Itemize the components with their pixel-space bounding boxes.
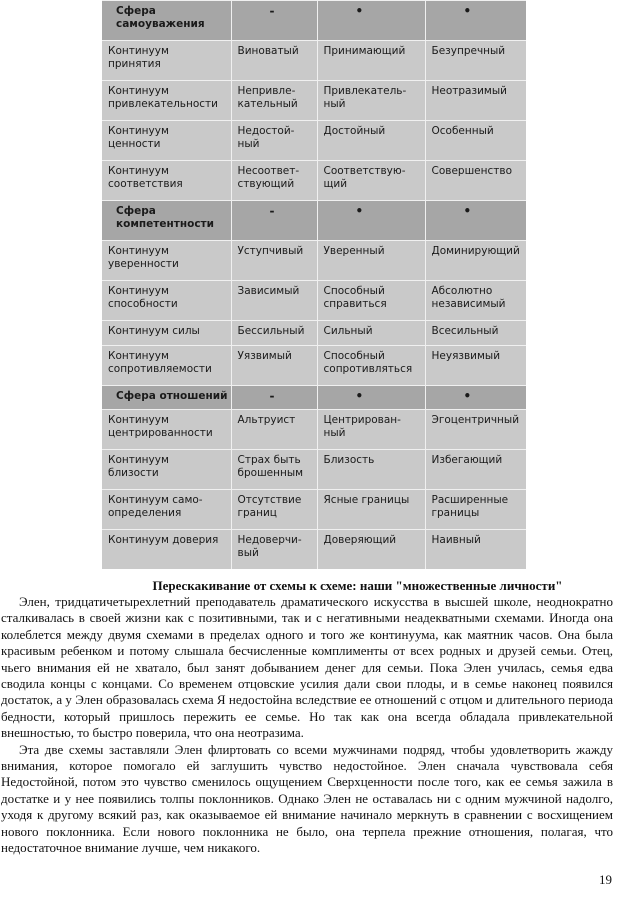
table-cell [425, 81, 526, 121]
table-cell [231, 121, 317, 161]
table-cell-line: Ясные границы [323, 493, 410, 506]
table-cell [317, 81, 425, 121]
table-cell-line: Виноватый [237, 45, 299, 58]
paragraph-2: Эта две схемы заставляли Элен флиртовать со всеми мужчинами подряд, чтобы удовлетворить жажду внимания, которое помогало ей заглушить чувство недостойное. Элен сначала чувствовала себя Недостойной, потом это чувство сменилось ощущением Сверхценности после того, как ее семья зажила в достатке и у нее появились толпы поклонников. Однако Элен не оставалась ни с одним мужчиной надолго, уходя к другому всякий раз, как оказываемое ей внимание начинало меркнуть в сравнении с восхищением нового поклонника. Если нового поклонника не было, она терпела прежние отношения, полагая, что недостаточное внимание лучше, чем никакого. [1, 741, 613, 856]
continuum-table-scan [102, 0, 526, 569]
table-cell-line: Уверенный [323, 245, 385, 258]
table-cell-line: независимый [431, 298, 506, 311]
continuum-label-line: соответствия [108, 178, 183, 191]
table-cell-line: Доминирующий [431, 245, 520, 258]
paragraph-1: Элен, тридцатичетырехлетний преподаватель драматического искусства в высшей школе, неоднократно сталкивалась в своей жизни как с позитивными, так и с негативными неадекватными схемами. Иногда она колеблется между двумя схемами в пределах одного и того же континуума, как маятник часов. Она была красивым ребенком и потому слышала бесчисленные комплименты от всех родных и друзей семьи. Отец, чьего внимания ей не хватало, был занят добыванием денег для семьи. Пока Элен училась, семья едва сводила концы с концами. Со временем отцовские усилия дали свои плоды, и в семье наконец появился достаток, а у Элен образовалась схема Я недостойна вследствие ее отношений с отцом и длительного периода бедности, который пришлось пережить ее семье. Но так как она всегда обладала привлекательной внешностью, то быстро поверила, что она неотразима. [1, 594, 613, 741]
table-cell [317, 321, 425, 345]
table-cell-line: Альтруист [237, 413, 296, 426]
table-cell [317, 409, 425, 449]
column-marker: • [317, 1, 425, 41]
table-cell-line: вый [237, 546, 259, 559]
section-title-line: самоуважения [116, 18, 205, 30]
continuum-label-line: Континуум доверия [108, 533, 219, 546]
table-cell-line: Совершенство [431, 165, 513, 178]
section-title-line: Сфера отношений [116, 389, 228, 402]
table-cell-line: Особенный [431, 125, 494, 138]
section-title-line: Сфера [116, 205, 156, 218]
table-row [102, 489, 526, 529]
table-cell-line: Соответствую- [323, 165, 406, 178]
table-cell-line: Близость [323, 453, 375, 466]
table-cell-line: Доверяющий [323, 533, 397, 546]
table-cell-line: Несоответ- [237, 165, 300, 178]
continuum-label-line: Континуум [108, 245, 169, 258]
table-cell [317, 489, 425, 529]
table-cell [231, 449, 317, 489]
column-marker: • [425, 1, 526, 41]
body-text [1, 594, 613, 857]
table-row [102, 161, 526, 201]
section-title [102, 1, 231, 41]
column-marker: - [231, 1, 317, 41]
table-cell-line: Зависимый [237, 285, 300, 298]
table-cell-line: ный [237, 138, 260, 151]
table-row [102, 321, 526, 345]
table-cell [317, 529, 425, 569]
continuum-label [102, 121, 231, 161]
table-cell-line: Страх быть [237, 453, 301, 466]
section-title [102, 385, 231, 409]
table-cell-line: Бессильный [237, 325, 305, 338]
column-marker: - [231, 385, 317, 409]
column-marker: - [231, 201, 317, 241]
continuum-label-line: способности [108, 298, 178, 311]
table-cell [425, 345, 526, 385]
column-marker: • [425, 201, 526, 241]
table-cell-line: Уязвимый [237, 349, 292, 362]
continuum-label [102, 409, 231, 449]
column-marker: • [317, 201, 425, 241]
table-cell-line: Принимающий [323, 45, 406, 58]
table-cell-line: Непривле- [237, 85, 296, 98]
table-cell [425, 241, 526, 281]
table-cell-line: Неуязвимый [431, 349, 501, 362]
table-cell [317, 161, 425, 201]
table-cell-line: Отсутствие [237, 493, 302, 506]
table-cell-line: Расширенные [431, 493, 509, 506]
section-heading [0, 578, 620, 594]
table-cell-line: справиться [323, 298, 387, 311]
continuum-label-line: Континуум само- [108, 493, 203, 506]
section-title-line: Сфера [116, 5, 156, 17]
table-cell [231, 241, 317, 281]
table-body [102, 1, 526, 570]
continuum-label [102, 41, 231, 81]
table-cell-line: кательный [237, 98, 298, 111]
continuum-label [102, 161, 231, 201]
table-cell-line: Привлекатель- [323, 85, 407, 98]
table-cell [231, 281, 317, 321]
continuum-table [102, 0, 526, 569]
table-row [102, 529, 526, 569]
table-cell-line: Способный [323, 349, 385, 362]
continuum-label [102, 241, 231, 281]
page-number: 19 [599, 872, 612, 887]
table-row [102, 449, 526, 489]
table-cell-line: щий [323, 178, 348, 191]
table-cell-line: Недостой- [237, 125, 295, 138]
continuum-label-line: принятия [108, 58, 161, 71]
continuum-label [102, 489, 231, 529]
table-cell-line: Достойный [323, 125, 386, 138]
continuum-label [102, 345, 231, 385]
table-cell-line: Эгоцентричный [431, 413, 520, 426]
section-heading-text: Перескакивание от схемы к схеме: наши "множественные личности" [152, 578, 563, 593]
continuum-label-line: определения [108, 506, 182, 519]
continuum-label-line: Континуум силы [108, 325, 200, 338]
continuum-label [102, 81, 231, 121]
table-cell [425, 281, 526, 321]
continuum-label-line: Континуум [108, 285, 169, 298]
continuum-label [102, 449, 231, 489]
continuum-label [102, 321, 231, 345]
continuum-label-line: Континуум [108, 413, 169, 426]
continuum-label-line: Континуум [108, 453, 169, 466]
section-header-row [102, 201, 526, 241]
table-cell [231, 41, 317, 81]
table-cell [231, 161, 317, 201]
table-cell [425, 489, 526, 529]
table-cell [231, 409, 317, 449]
continuum-label [102, 529, 231, 569]
section-title [102, 201, 231, 241]
continuum-label-line: привлекательности [108, 98, 218, 111]
continuum-label-line: Континуум [108, 45, 169, 58]
table-cell-line: ный [323, 426, 346, 439]
table-cell [317, 281, 425, 321]
table-cell-line: Абсолютно [431, 285, 493, 298]
continuum-label-line: Континуум [108, 125, 169, 138]
table-cell [425, 449, 526, 489]
table-cell [425, 529, 526, 569]
section-header-row [102, 385, 526, 409]
table-cell [231, 529, 317, 569]
table-cell [425, 161, 526, 201]
continuum-label-line: близости [108, 466, 159, 479]
table-cell-line: Недоверчи- [237, 533, 302, 546]
table-cell [317, 241, 425, 281]
section-header-row [102, 1, 526, 41]
continuum-label-line: сопротивляемости [108, 362, 212, 375]
table-cell [231, 489, 317, 529]
table-cell-line: Способный [323, 285, 385, 298]
table-cell-line: Наивный [431, 533, 481, 546]
table-row [102, 121, 526, 161]
table-cell [425, 409, 526, 449]
column-marker: • [425, 385, 526, 409]
continuum-label-line: уверенности [108, 258, 179, 271]
table-row [102, 81, 526, 121]
table-cell-line: Центрирован- [323, 413, 401, 426]
table-cell [425, 41, 526, 81]
table-cell-line: Избегающий [431, 453, 503, 466]
continuum-label-line: Континуум [108, 85, 169, 98]
table-cell [317, 449, 425, 489]
table-cell-line: Уступчивый [237, 245, 304, 258]
table-cell-line: брошенным [237, 466, 304, 479]
table-cell-line: границ [237, 506, 277, 519]
continuum-label-line: ценности [108, 138, 161, 151]
continuum-label [102, 281, 231, 321]
table-cell-line: Неотразимый [431, 85, 507, 98]
table-cell [317, 41, 425, 81]
table-row [102, 409, 526, 449]
table-cell [317, 345, 425, 385]
column-marker: • [317, 385, 425, 409]
table-cell [317, 121, 425, 161]
table-cell-line: Безупречный [431, 45, 506, 58]
table-row [102, 281, 526, 321]
table-cell [231, 345, 317, 385]
continuum-label-line: Континуум [108, 349, 169, 362]
table-cell-line: ствующий [237, 178, 295, 191]
table-row [102, 345, 526, 385]
table-cell-line: границы [431, 506, 480, 519]
section-title-line: компетентности [116, 218, 214, 231]
table-cell-line: Всесильный [431, 325, 499, 338]
continuum-label-line: Континуум [108, 165, 169, 178]
continuum-label-line: центрированности [108, 426, 213, 439]
table-row [102, 41, 526, 81]
table-cell [425, 121, 526, 161]
table-cell [231, 321, 317, 345]
table-cell [425, 321, 526, 345]
table-row [102, 241, 526, 281]
table-cell [231, 81, 317, 121]
table-cell-line: Сильный [323, 325, 373, 338]
table-cell-line: сопротивляться [323, 362, 413, 375]
table-cell-line: ный [323, 98, 346, 111]
